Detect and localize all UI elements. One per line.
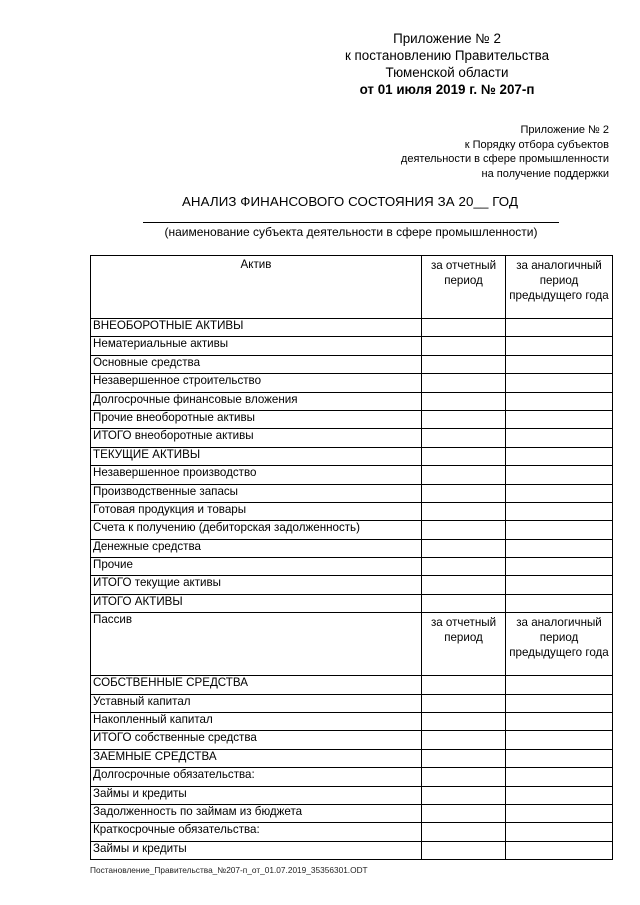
asset-row-current-period-cell[interactable] xyxy=(422,355,506,373)
table-row xyxy=(91,804,613,822)
asset-row-current-period-cell[interactable] xyxy=(422,337,506,355)
liability-row-previous-period-cell[interactable] xyxy=(506,694,613,712)
asset-row-previous-period-cell[interactable] xyxy=(506,558,613,576)
assets-header-cell: Актив xyxy=(91,256,422,319)
table-row xyxy=(91,337,613,355)
asset-row-label: Готовая продукция и товары xyxy=(91,502,422,520)
asset-row-current-period-cell[interactable] xyxy=(422,502,506,520)
table-row xyxy=(91,447,613,465)
decree-region: Тюменской области xyxy=(385,65,509,80)
table-row xyxy=(91,731,613,749)
liabilities-previous-period-header: за аналогичный период предыдущего года xyxy=(506,613,613,676)
liability-row-current-period-cell[interactable] xyxy=(422,731,506,749)
asset-row-previous-period-cell[interactable] xyxy=(506,521,613,539)
asset-row-label: ТЕКУЩИЕ АКТИВЫ xyxy=(91,447,422,465)
liability-row-label: СОБСТВЕННЫЕ СРЕДСТВА xyxy=(91,676,422,694)
liability-row-previous-period-cell[interactable] xyxy=(506,749,613,767)
asset-row-current-period-cell[interactable] xyxy=(422,392,506,410)
table-row xyxy=(91,594,613,612)
asset-row-previous-period-cell[interactable] xyxy=(506,410,613,428)
asset-row-previous-period-cell[interactable] xyxy=(506,502,613,520)
liabilities-header-cell: Пассив xyxy=(91,613,422,676)
table-row xyxy=(91,749,613,767)
liability-row-label: Долгосрочные обязательства: xyxy=(91,768,422,786)
asset-row-previous-period-cell[interactable] xyxy=(506,429,613,447)
assets-header-row xyxy=(91,256,613,319)
asset-row-previous-period-cell[interactable] xyxy=(506,319,613,337)
liability-row-label: ИТОГО собственные средства xyxy=(91,731,422,749)
procedure-reference: к Порядку отбора субъектов xyxy=(464,138,609,151)
financial-analysis-table xyxy=(90,255,613,860)
asset-row-current-period-cell[interactable] xyxy=(422,429,506,447)
liability-row-label: Задолженность по займам из бюджета xyxy=(91,804,422,822)
liability-row-current-period-cell[interactable] xyxy=(422,841,506,859)
liability-row-label: ЗАЕМНЫЕ СРЕДСТВА xyxy=(91,749,422,767)
asset-row-label: ИТОГО АКТИВЫ xyxy=(91,594,422,612)
table-row xyxy=(91,466,613,484)
table-row xyxy=(91,768,613,786)
asset-row-current-period-cell[interactable] xyxy=(422,410,506,428)
table-row xyxy=(91,539,613,557)
liability-row-previous-period-cell[interactable] xyxy=(506,841,613,859)
subject-name-line[interactable] xyxy=(143,222,559,223)
subject-name-caption: (наименование субъекта деятельности в сфере промышленности) xyxy=(164,225,538,239)
liabilities-current-period-header: за отчетный период xyxy=(422,613,506,676)
liability-row-label: Займы и кредиты xyxy=(91,841,422,859)
asset-row-label: ВНЕОБОРОТНЫЕ АКТИВЫ xyxy=(91,319,422,337)
asset-row-previous-period-cell[interactable] xyxy=(506,374,613,392)
liability-row-previous-period-cell[interactable] xyxy=(506,731,613,749)
table-row xyxy=(91,786,613,804)
asset-row-label: Незавершенное производство xyxy=(91,466,422,484)
asset-row-current-period-cell[interactable] xyxy=(422,558,506,576)
asset-row-previous-period-cell[interactable] xyxy=(506,355,613,373)
asset-row-current-period-cell[interactable] xyxy=(422,466,506,484)
liability-row-current-period-cell[interactable] xyxy=(422,676,506,694)
asset-row-current-period-cell[interactable] xyxy=(422,319,506,337)
asset-row-previous-period-cell[interactable] xyxy=(506,484,613,502)
decree-reference: к постановлению Правительства xyxy=(344,48,550,63)
table-row xyxy=(91,558,613,576)
asset-row-label: ИТОГО текущие активы xyxy=(91,576,422,594)
document-filename-footer: Постановление_Правительства_№207-п_от_01.07.2019_35356301.ODT xyxy=(90,865,368,875)
procedure-appendix-number: Приложение № 2 xyxy=(520,124,609,136)
liability-row-current-period-cell[interactable] xyxy=(422,713,506,731)
asset-row-current-period-cell[interactable] xyxy=(422,594,506,612)
procedure-subject: деятельности в сфере промышленности xyxy=(400,153,609,165)
asset-row-current-period-cell[interactable] xyxy=(422,447,506,465)
table-row xyxy=(91,319,613,337)
liability-row-current-period-cell[interactable] xyxy=(422,749,506,767)
liabilities-header-row xyxy=(91,613,613,676)
liability-row-label: Уставный капитал xyxy=(91,694,422,712)
table-row xyxy=(91,502,613,520)
liability-row-previous-period-cell[interactable] xyxy=(506,768,613,786)
liability-row-previous-period-cell[interactable] xyxy=(506,786,613,804)
asset-row-label: Счета к получению (дебиторская задолженность) xyxy=(91,521,422,539)
table-row xyxy=(91,429,613,447)
liability-row-previous-period-cell[interactable] xyxy=(506,676,613,694)
decree-date-number: от 01 июля 2019 г. № 207-п xyxy=(359,82,535,97)
liability-row-current-period-cell[interactable] xyxy=(422,694,506,712)
asset-row-label: Прочие внеоборотные активы xyxy=(91,410,422,428)
asset-row-previous-period-cell[interactable] xyxy=(506,466,613,484)
asset-row-current-period-cell[interactable] xyxy=(422,374,506,392)
table-row xyxy=(91,410,613,428)
table-row xyxy=(91,576,613,594)
assets-previous-period-header: за аналогичный период предыдущего года xyxy=(506,256,613,319)
table-row xyxy=(91,392,613,410)
asset-row-label: ИТОГО внеоборотные активы xyxy=(91,429,422,447)
procedure-purpose: на получение поддержки xyxy=(481,167,609,180)
asset-row-label: Нематериальные активы xyxy=(91,337,422,355)
asset-row-label: Денежные средства xyxy=(91,539,422,557)
asset-row-previous-period-cell[interactable] xyxy=(506,337,613,355)
asset-row-label: Основные средства xyxy=(91,355,422,373)
assets-current-period-header: за отчетный период xyxy=(422,256,506,319)
liability-row-label: Накопленный капитал xyxy=(91,713,422,731)
asset-row-label: Долгосрочные финансовые вложения xyxy=(91,392,422,410)
table-row xyxy=(91,694,613,712)
liability-row-current-period-cell[interactable] xyxy=(422,786,506,804)
table-row xyxy=(91,841,613,859)
asset-row-previous-period-cell[interactable] xyxy=(506,539,613,557)
liability-row-label: Краткосрочные обязательства: xyxy=(91,823,422,841)
table-row xyxy=(91,374,613,392)
financial-table-body xyxy=(91,256,613,860)
table-row xyxy=(91,823,613,841)
table-row xyxy=(91,355,613,373)
asset-row-previous-period-cell[interactable] xyxy=(506,594,613,612)
liability-row-label: Займы и кредиты xyxy=(91,786,422,804)
asset-row-current-period-cell[interactable] xyxy=(422,576,506,594)
procedure-header xyxy=(309,123,609,181)
table-row xyxy=(91,676,613,694)
liability-row-current-period-cell[interactable] xyxy=(422,823,506,841)
liability-row-previous-period-cell[interactable] xyxy=(506,804,613,822)
asset-row-label: Производственные запасы xyxy=(91,484,422,502)
asset-row-previous-period-cell[interactable] xyxy=(506,392,613,410)
asset-row-previous-period-cell[interactable] xyxy=(506,576,613,594)
asset-row-previous-period-cell[interactable] xyxy=(506,447,613,465)
asset-row-current-period-cell[interactable] xyxy=(422,539,506,557)
asset-row-label: Незавершенное строительство xyxy=(91,374,422,392)
liability-row-previous-period-cell[interactable] xyxy=(506,823,613,841)
document-title: АНАЛИЗ ФИНАНСОВОГО СОСТОЯНИЯ ЗА 20__ ГОД xyxy=(181,194,519,209)
liability-row-current-period-cell[interactable] xyxy=(422,804,506,822)
asset-row-current-period-cell[interactable] xyxy=(422,484,506,502)
decree-appendix-number: Приложение № 2 xyxy=(393,31,501,46)
table-row xyxy=(91,713,613,731)
table-row xyxy=(91,484,613,502)
table-row xyxy=(91,521,613,539)
liability-row-previous-period-cell[interactable] xyxy=(506,713,613,731)
decree-header xyxy=(300,30,594,98)
liability-row-current-period-cell[interactable] xyxy=(422,768,506,786)
asset-row-label: Прочие xyxy=(91,558,422,576)
asset-row-current-period-cell[interactable] xyxy=(422,521,506,539)
